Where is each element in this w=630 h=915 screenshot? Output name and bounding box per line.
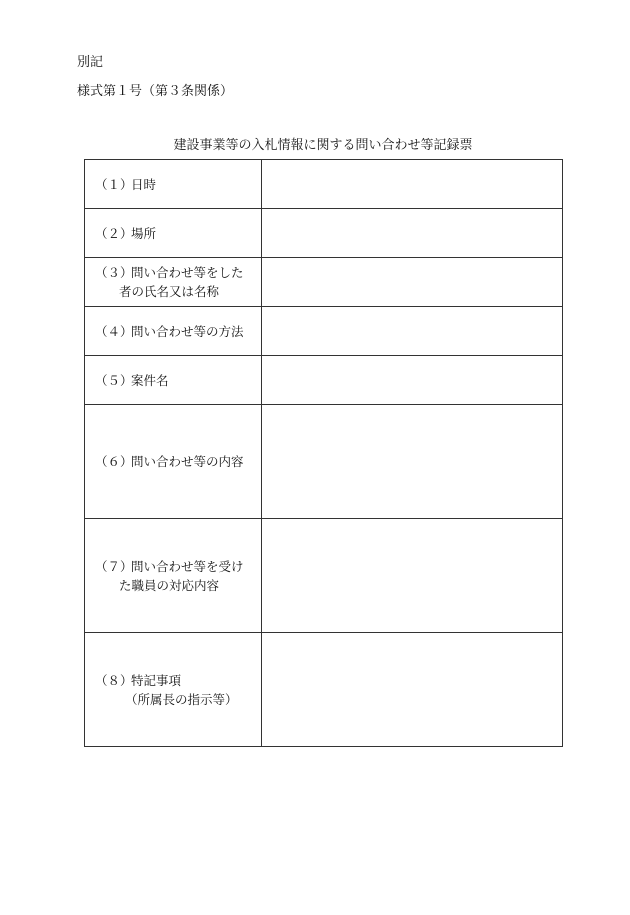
label-cell-place bbox=[85, 209, 262, 258]
row-label-continued: た職員の対応内容 bbox=[119, 577, 220, 593]
label-cell-content bbox=[85, 405, 262, 519]
label-cell-datetime bbox=[85, 160, 262, 209]
label-cell-case-name bbox=[85, 356, 262, 405]
table-row-place bbox=[85, 209, 563, 258]
inquirer-name-field[interactable] bbox=[262, 258, 563, 307]
appendix-label: 別記 bbox=[77, 55, 104, 70]
row-label-continued: 者の氏名又は名称 bbox=[119, 284, 220, 299]
table-row-case-name bbox=[85, 356, 563, 405]
table-row-response bbox=[85, 519, 563, 633]
form-number-label: 様式第１号（第３条関係） bbox=[77, 84, 234, 99]
row-number: （３） bbox=[95, 265, 133, 280]
row-label: 問い合わせ等をした bbox=[131, 265, 244, 280]
row-label: 日時 bbox=[131, 176, 157, 192]
label-cell-method bbox=[85, 307, 262, 356]
place-field[interactable] bbox=[262, 209, 563, 258]
row-number: （７） bbox=[95, 558, 133, 574]
row-label: 問い合わせ等の方法 bbox=[131, 323, 244, 339]
table-row-notes bbox=[85, 633, 563, 747]
table-row-datetime bbox=[85, 160, 563, 209]
row-number: （８） bbox=[95, 672, 133, 688]
row-label: 特記事項 bbox=[131, 672, 182, 688]
row-number: （２） bbox=[95, 225, 133, 241]
inquiry-method-field[interactable] bbox=[262, 307, 563, 356]
row-number: （４） bbox=[95, 323, 133, 339]
table-row-inquirer bbox=[85, 258, 563, 307]
row-label: 問い合わせ等の内容 bbox=[131, 454, 244, 469]
special-notes-field[interactable] bbox=[262, 633, 563, 747]
row-number: （６） bbox=[95, 454, 133, 469]
label-cell-inquirer bbox=[85, 258, 262, 307]
table-row-method bbox=[85, 307, 563, 356]
row-label: 問い合わせ等を受け bbox=[131, 558, 244, 574]
staff-response-field[interactable] bbox=[262, 519, 563, 633]
datetime-field[interactable] bbox=[262, 160, 563, 209]
form-title: 建設事業等の入札情報に関する問い合わせ等記録票 bbox=[173, 138, 473, 153]
row-number: （１） bbox=[95, 176, 133, 192]
row-number: （５） bbox=[95, 372, 133, 388]
case-name-field[interactable] bbox=[262, 356, 563, 405]
inquiry-record-table bbox=[84, 159, 563, 747]
label-cell-response bbox=[85, 519, 262, 633]
table-row-content bbox=[85, 405, 563, 519]
label-cell-notes bbox=[85, 633, 262, 747]
row-label: 場所 bbox=[131, 225, 157, 241]
inquiry-content-field[interactable] bbox=[262, 405, 563, 519]
row-label-continued: （所属長の指示等） bbox=[125, 691, 238, 707]
row-label: 案件名 bbox=[131, 372, 169, 388]
